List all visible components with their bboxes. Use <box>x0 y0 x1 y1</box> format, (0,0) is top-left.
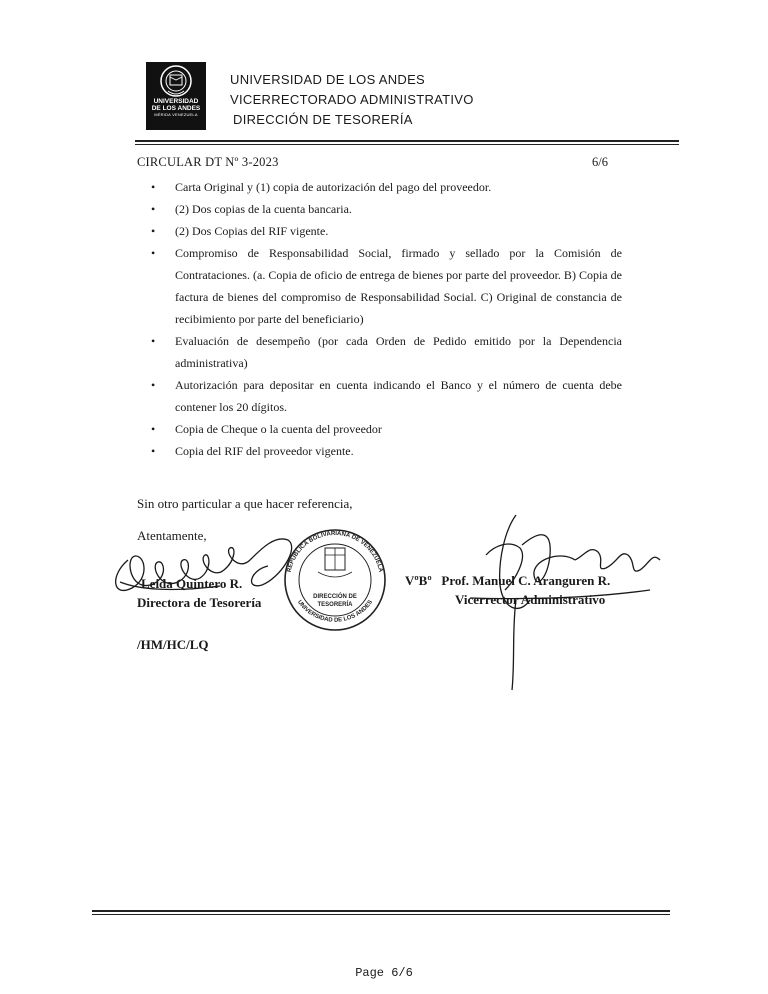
header-direccion: DIRECCIÓN DE TESORERÍA <box>233 112 413 127</box>
regards-text: Atentamente, <box>137 528 207 543</box>
signatory-right-name: Prof. Manuel C. Aranguren R. <box>441 573 611 588</box>
page-corner-number: 6/6 <box>592 155 608 169</box>
list-item: • (2) Dos Copias del RIF vigente. <box>148 220 622 242</box>
footer-divider-thin <box>92 914 670 915</box>
header-vicerrectorado: VICERRECTORADO ADMINISTRATIVO <box>230 92 474 107</box>
signatory-right-title: Vicerrector Administrativo <box>455 592 606 607</box>
official-stamp-icon <box>285 530 385 630</box>
list-item: • (2) Dos copias de la cuenta bancaria. <box>148 198 622 220</box>
circular-reference: CIRCULAR DT Nº 3-2023 <box>137 155 279 169</box>
approval-prefix: VºBº <box>405 573 432 588</box>
stamp-outer-bottom: UNIVERSIDAD DE LOS ANDES <box>295 599 375 624</box>
list-item: • Copia del RIF del proveedor vigente. <box>148 440 622 462</box>
list-item: • Copia de Cheque o la cuenta del proveedor <box>148 418 622 440</box>
signatory-left-name: Leida Quintero R. <box>141 576 243 591</box>
list-item: • Evaluación de desempeño (por cada Orden de Pedido emitido por la Dependencia administrativa) <box>148 330 622 374</box>
signatory-left-title: Directora de Tesorería <box>137 595 262 610</box>
signature-right-icon <box>470 515 660 690</box>
logo-line-1: UNIVERSIDAD <box>153 98 199 105</box>
logo-line-2: DE LOS ANDES <box>151 105 201 112</box>
closing-text: Sin otro particular a que hacer referencia, <box>137 496 353 511</box>
logo-line-3: MÉRIDA VENEZUELA <box>154 112 198 117</box>
list-item: • Compromiso de Responsabilidad Social, firmado y sellado por la Comisión de Contrataciones. (a. Copia de oficio de entrega de bienes por parte del proveedor. B) Copia de factura de bienes del compromiso de Responsabilidad Social. C) Original de constancia de recibimiento por parte del beneficiario) <box>148 242 622 330</box>
stamp-inner-line-2: TESORERÍA <box>317 602 353 608</box>
initials: /HM/HC/LQ <box>137 637 209 652</box>
signature-left-icon <box>116 539 292 591</box>
stamp-inner-line-1: DIRECCIÓN DE <box>313 594 357 600</box>
list-item: • Autorización para depositar en cuenta indicando el Banco y el número de cuenta debe contener los 20 dígitos. <box>148 374 622 418</box>
list-item: • Carta Original y (1) copia de autorización del pago del proveedor. <box>148 176 622 198</box>
page-number: Page 6/6 <box>355 966 413 980</box>
footer-divider <box>92 910 670 912</box>
stamp-outer-top: REPÚBLICA BOLIVARIANA DE VENEZUELA <box>286 530 384 573</box>
header-university: UNIVERSIDAD DE LOS ANDES <box>230 72 426 87</box>
